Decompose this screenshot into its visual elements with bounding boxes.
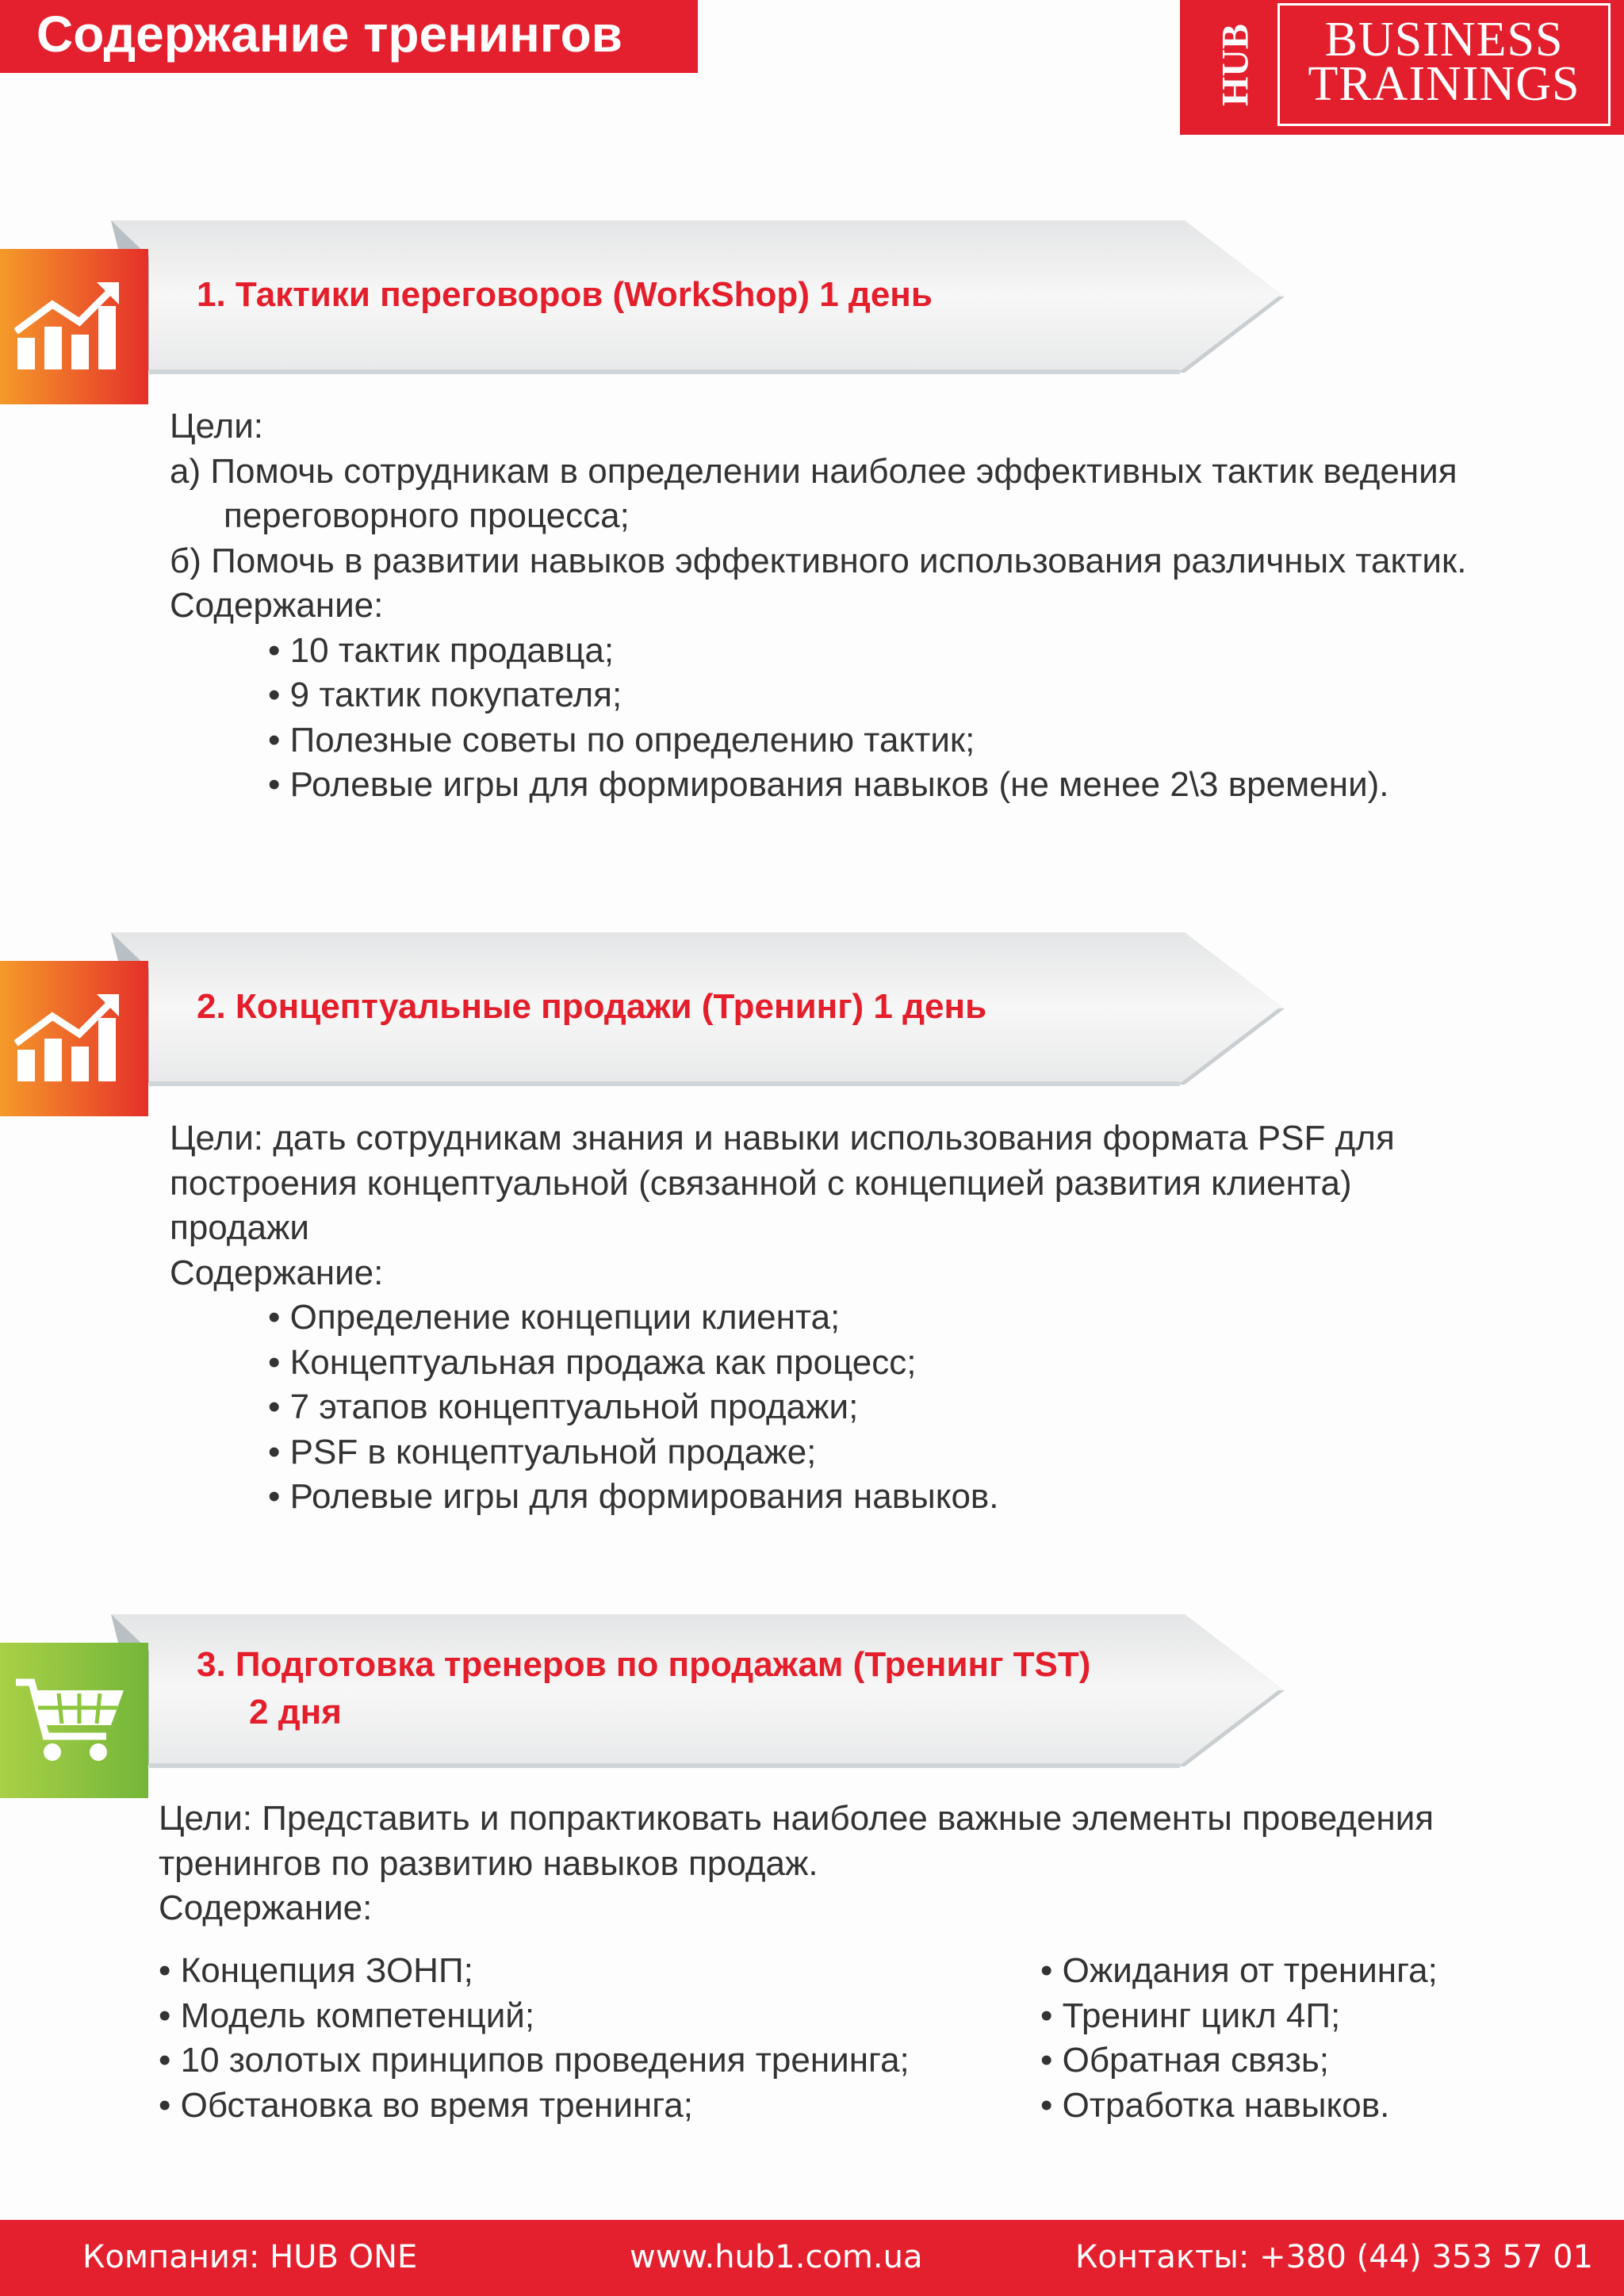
page-title: Содержание тренингов [0,0,698,73]
goals-text: тренингов по развитию навыков продаж. [159,1843,818,1883]
content-list [170,629,1466,808]
logo-line-1: BUSINESS [1324,13,1564,67]
goals-text: Цели: Представить и попрактиковать наиболее важные элементы проведения [159,1799,1434,1838]
section-title: 2. Концептуальные продажи (Тренинг) 1 день [197,987,987,1026]
footer-contacts: Контакты: +380 (44) 353 57 01 [1075,2239,1594,2275]
section-body [159,1797,1434,1931]
logo-line-2: TRAININGS [1308,57,1580,111]
logo-hub-text: HUB [1214,23,1257,107]
goals-text: Цели: дать сотрудникам знания и навыки использования формата PSF для [170,1119,1395,1158]
footer-website-link[interactable]: www.hub1.com.ua [630,2239,923,2275]
section-icon-box [0,249,148,404]
list-item: • 9 тактик покупателя; [268,675,622,714]
section-icon-box [0,1643,148,1798]
section-body [170,404,1466,808]
footer-company: Компания: HUB ONE [82,2239,418,2275]
goals-text: построения концептуальной (связанной с концепцией развития клиента) [170,1163,1352,1203]
list-item: • Отработка навыков. [1040,2085,1390,2125]
list-item: • Ролевые игры для формирования навыков. [268,1477,999,1516]
goals-label: Цели: [170,407,264,446]
list-item: • Ролевые игры для формирования навыков (не менее 2\3 времени). [268,765,1389,804]
goal-a-continued: переговорного процесса; [224,496,630,535]
list-item: • 7 этапов концептуальной продажи; [268,1387,859,1426]
goal-a: а) Помочь сотрудникам в определении наиболее эффективных тактик ведения [170,451,1457,491]
shopping-cart-icon [14,1676,125,1765]
logo-text [1277,13,1611,111]
footer [0,2220,1624,2296]
section-title-line-2: 2 дня [249,1693,342,1732]
content-list-right [1040,1949,1438,2128]
list-item: • Ожидания от тренинга; [1040,1951,1438,1990]
content-list [170,1295,1395,1520]
content-label: Содержание: [159,1888,373,1927]
list-item: • Концептуальная продажа как процесс; [268,1342,917,1382]
company-logo [1180,0,1624,135]
section-body [170,1116,1395,1520]
content-label: Содержание: [170,1253,384,1292]
section-title [197,1641,1090,1736]
content-list-left [159,1949,910,2128]
list-item: • Модель компетенций; [159,1996,535,2035]
chart-growth-icon [14,994,121,1083]
list-item: • Концепция ЗОНП; [159,1951,473,1990]
list-item: • Обратная связь; [1040,2041,1330,2080]
list-item: • 10 тактик продавца; [268,630,615,670]
section-icon-box [0,961,148,1116]
list-item: • Обстановка во время тренинга; [159,2085,693,2125]
section-title: 1. Тактики переговоров (WorkShop) 1 день [197,275,933,314]
list-item: • Тренинг цикл 4П; [1040,1996,1341,2035]
list-item: • 10 золотых принципов проведения тренинга; [159,2041,910,2080]
section-title-line-1: 3. Подготовка тренеров по продажам (Тренинг TST) [197,1645,1091,1684]
goal-b: б) Помочь в развитии навыков эффективного использования различных тактик. [170,541,1467,580]
list-item: • PSF в концептуальной продаже; [268,1432,817,1471]
goals-text: продажи [170,1208,309,1247]
chart-growth-icon [14,282,121,371]
list-item: • Определение концепции клиента; [268,1298,841,1337]
content-label: Содержание: [170,586,384,625]
list-item: • Полезные советы по определению тактик; [268,720,975,760]
